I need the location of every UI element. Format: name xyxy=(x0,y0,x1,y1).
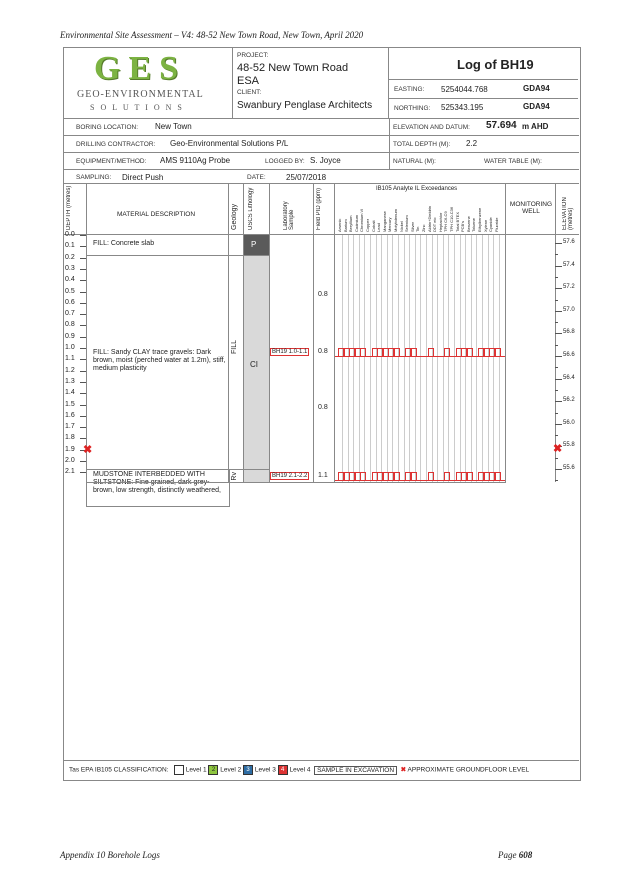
layer-3-description: MUDSTONE INTERBEDDED WITH brown, low strength, distinctly weathered, xyxy=(93,471,222,494)
log-title: Log of BH19 xyxy=(457,57,534,72)
elevation-tick-label: 56.8 xyxy=(563,329,575,336)
depth-tick-label: 0.6 xyxy=(65,298,75,306)
analyte-header: Heptachlor xyxy=(437,212,443,232)
analyte-header: Copper xyxy=(365,218,370,232)
boring-location: New Town xyxy=(155,122,192,131)
legend-groundfloor: APPROXIMATE GROUNDFLOOR LEVEL xyxy=(407,766,530,774)
water-table-label: WATER TABLE (M): xyxy=(484,158,542,165)
page-number: 608 xyxy=(518,850,533,860)
analyte-header: Fluoride xyxy=(493,217,499,232)
elevation-unit: m AHD xyxy=(522,122,549,131)
analyte-header: Lead xyxy=(376,223,382,232)
groundfloor-marker-right: ✖ xyxy=(553,443,563,455)
analyte-header: Cobalt xyxy=(370,220,376,232)
depth-tick-label: 1.0 xyxy=(65,344,75,351)
col-material: MATERIAL DESCRIPTION xyxy=(117,211,196,218)
uscs-ci: CI xyxy=(250,360,258,369)
legend-level1: Level 1 xyxy=(185,766,207,774)
depth-tick-label: 1.2 xyxy=(65,366,75,374)
elevation-tick-label: 57.0 xyxy=(563,306,575,313)
analyte-header: Arsenic xyxy=(337,218,342,232)
client-label: CLIENT: xyxy=(237,89,262,96)
northing-datum: GDA94 xyxy=(523,102,550,111)
analyte-header: Beryllium xyxy=(348,215,354,232)
depth-tick-label: 1.9 xyxy=(65,445,75,453)
col-divider xyxy=(86,184,87,482)
page-footer-left: Appendix 10 Borehole Logs xyxy=(60,850,160,860)
log-title-block xyxy=(389,48,578,118)
total-depth-label: TOTAL DEPTH (M): xyxy=(393,141,451,148)
depth-tick-label: 1.5 xyxy=(65,400,75,408)
level3-box: 3 xyxy=(243,765,253,775)
uscs-p: P xyxy=(251,240,257,249)
analyte-header: Selenium xyxy=(404,215,410,232)
date-label: DATE: xyxy=(247,174,266,181)
depth-tick-label: 2.1 xyxy=(65,468,75,476)
elevation-label: ELEVATION AND DATUM: xyxy=(393,124,470,131)
uscs-concrete-fill xyxy=(244,235,269,255)
sample-1-id: BH19 1.0-1.1 xyxy=(272,349,308,355)
depth-tick-label: 1.8 xyxy=(65,434,75,442)
col-lab: Laboratory Sample xyxy=(283,201,295,230)
analyte-header: Chromium VI xyxy=(359,208,365,232)
elevation-tick-label: 56.0 xyxy=(563,419,575,426)
elevation-tick-label: 56.4 xyxy=(563,374,575,381)
equipment: AMS 9110Ag Probe xyxy=(160,156,231,165)
col-depth: DEPTH (metres) xyxy=(66,185,72,230)
geology-fill: FILL xyxy=(231,340,238,355)
depth-tick-label: 1.7 xyxy=(65,423,75,431)
project-name-2: ESA xyxy=(237,75,260,87)
depth-tick-label: 0.9 xyxy=(65,332,75,340)
analyte-header: Zinc xyxy=(421,224,426,232)
elevation-tick-label: 57.2 xyxy=(563,284,575,291)
logged-by: S. Joyce xyxy=(310,156,341,165)
easting-label: EASTING: xyxy=(394,86,425,93)
boring-location-label: BORING LOCATION: xyxy=(76,124,138,131)
logo-letters: GES xyxy=(94,50,187,87)
page-label: Page xyxy=(498,850,519,860)
legend xyxy=(69,765,529,775)
depth-tick-label: 0.3 xyxy=(65,264,75,272)
page-header: Environmental Site Assessment – V4: 48-52 New Town Road, New Town, April 2020 xyxy=(60,30,364,40)
drilling-contractor: Geo-Environmental Solutions P/L xyxy=(170,139,289,148)
analyte-header: TPH C6-C9 xyxy=(443,211,449,232)
sample-2-pid: 1.1 xyxy=(318,472,328,479)
drilling-label: DRILLING CONTRACTOR: xyxy=(76,141,156,148)
depth-tick-label: 0.4 xyxy=(65,276,75,284)
depth-tick-label: 2.0 xyxy=(65,457,75,464)
level4-box: 4 xyxy=(278,765,288,775)
level1-box xyxy=(174,765,184,775)
analyte-header: TPH C10-C36 xyxy=(449,206,454,232)
col-monitoring: MONITORING WELL xyxy=(509,201,553,215)
northing-label: NORTHING: xyxy=(394,105,431,112)
client-name: Swanbury Penglase Architects xyxy=(237,100,373,111)
level2-box: 2 xyxy=(208,765,218,775)
analyte-header: Tin xyxy=(415,226,421,232)
elevation-value: 57.694 xyxy=(486,120,517,131)
analyte-header: Cadmium xyxy=(353,214,359,232)
elevation-tick-label: 56.6 xyxy=(563,352,575,358)
analyte-header: Manganese xyxy=(381,211,387,232)
analyte-header: Silver xyxy=(409,221,415,232)
analyte-header: Ethylbenzene xyxy=(477,207,482,232)
depth-tick-label: 1.6 xyxy=(65,411,75,419)
sample-1-pid: 0.8 xyxy=(318,348,328,355)
elevation-tick-label: 57.4 xyxy=(563,261,575,268)
natural-label: NATURAL (M): xyxy=(393,158,436,165)
legend-sample: SAMPLE IN EXCAVATION xyxy=(314,766,397,775)
depth-tick-label: 0.7 xyxy=(65,310,75,318)
geology-rv: Rv xyxy=(231,472,238,481)
analyte-header: Barium xyxy=(342,219,348,232)
analyte-header: PCB's xyxy=(460,221,466,232)
layer-2-description: FILL: Sandy CLAY trace gravels: Dark brown, moist (perched water at 1.2m), stiff, medium plasticity xyxy=(93,349,226,372)
page-footer-right xyxy=(498,850,532,860)
logo-line2: S O L U T I O N S xyxy=(90,103,184,112)
depth-tick-label: 1.3 xyxy=(65,377,75,385)
legend-level4: Level 4 xyxy=(289,766,311,774)
depth-tick-label: 0.2 xyxy=(65,253,75,261)
easting-datum: GDA94 xyxy=(523,84,550,93)
legend-marker: ✖ xyxy=(400,766,407,774)
col-elevation: ELEVATION (metres) xyxy=(562,197,574,230)
equipment-label: EQUIPMENT/METHOD: xyxy=(76,158,147,165)
analyte-header: Toluene xyxy=(471,217,477,232)
sampling-label: SAMPLING: xyxy=(76,174,112,181)
date: 25/07/2018 xyxy=(286,173,327,182)
elevation-tick-label: 55.6 xyxy=(563,465,575,471)
logo xyxy=(64,48,233,118)
elevation-tick-label: 56.2 xyxy=(563,397,575,404)
analyte-header: Mercury xyxy=(387,217,393,232)
logged-by-label: LOGGED BY: xyxy=(265,158,305,165)
legend-level3: Level 3 xyxy=(254,766,276,774)
depth-tick-label: 0.8 xyxy=(65,321,75,329)
project-label: PROJECT: xyxy=(237,52,269,59)
depth-tick-label: 1.1 xyxy=(65,355,75,363)
col-uscs: USCS Lithology xyxy=(248,187,254,230)
analyte-header: DDT etc xyxy=(432,217,438,232)
depth-tick-label: 0.1 xyxy=(65,242,75,250)
analyte-header: Aldrin+Dieldrin xyxy=(426,205,432,232)
elevation-tick-label: 57.6 xyxy=(563,239,575,245)
project-block xyxy=(233,48,389,118)
logo-line1: GEO-ENVIRONMENTAL xyxy=(77,89,204,100)
layer-1-description: FILL: Concrete slab xyxy=(93,240,155,247)
sampling: Direct Push xyxy=(122,173,164,182)
analyte-header: Molybdenum xyxy=(393,209,398,232)
project-name-1: 48-52 New Town Road xyxy=(237,62,349,74)
col-geology: Geology xyxy=(231,203,238,230)
analyte-header: Nickel xyxy=(398,221,404,232)
elevation-tick-label: 55.8 xyxy=(563,442,575,449)
legend-classification: Tas EPA IB105 CLASSIFICATION: xyxy=(69,766,169,774)
pid-reading-1: 0.8 xyxy=(318,291,328,298)
analyte-header: Cyanide xyxy=(488,217,494,232)
northing-value: 525343.195 xyxy=(441,103,484,112)
analyte-header: Benzene xyxy=(465,216,471,232)
sample-2-id: BH19 2.1-2.2 xyxy=(272,473,308,479)
col-exceedances: IB105 Analyte IL Exceedances xyxy=(376,186,458,192)
col-pid: Field PID (ppm) xyxy=(316,187,322,230)
easting-value: 5254044.768 xyxy=(441,85,488,94)
depth-tick-label: 1.4 xyxy=(65,389,75,397)
legend-level2: Level 2 xyxy=(220,766,242,774)
groundfloor-marker-left: ✖ xyxy=(83,444,93,456)
depth-tick-label: 0.5 xyxy=(65,287,75,295)
depth-tick-label: 0.0 xyxy=(65,231,75,238)
analyte-header: Total BTEX xyxy=(454,211,460,232)
analyte-header: Xylene xyxy=(482,219,488,232)
total-depth: 2.2 xyxy=(466,139,478,148)
pid-reading-2: 0.8 xyxy=(318,404,328,411)
